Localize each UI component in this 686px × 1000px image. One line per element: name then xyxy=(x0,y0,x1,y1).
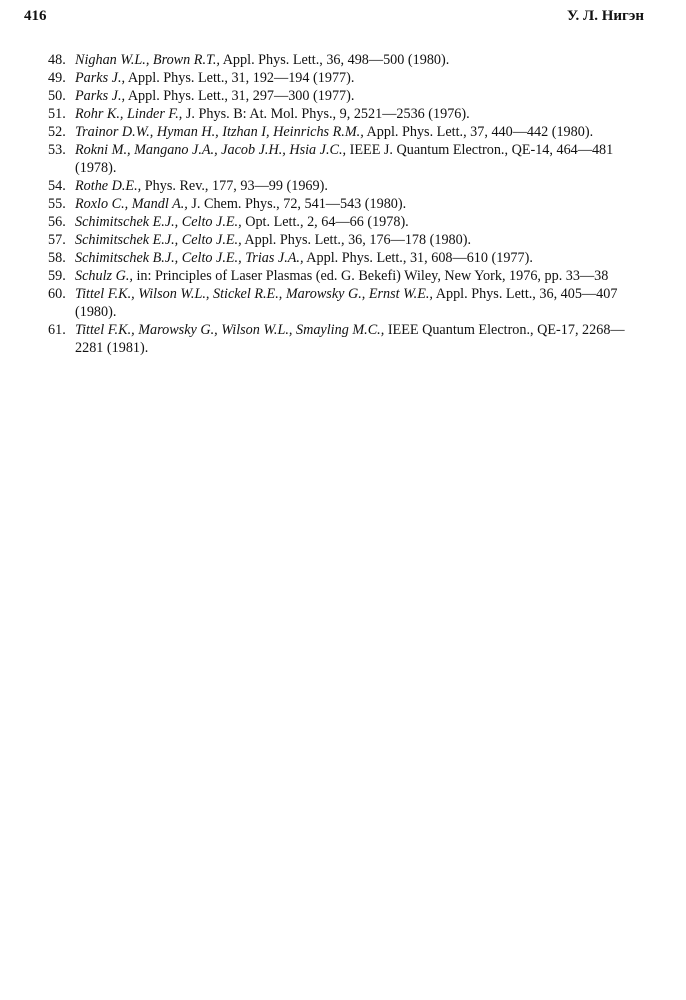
reference-number: 56. xyxy=(48,214,66,230)
reference-citation: IEEE Quantum Electron., QE-17, 2268—2281 (1981). xyxy=(75,322,625,356)
reference-item xyxy=(48,267,638,285)
reference-authors: Schimitschek E.J., Celto J.E., xyxy=(75,214,242,230)
reference-item xyxy=(48,231,638,249)
reference-citation: IEEE J. Quantum Electron., QE-14, 464—481 (1978). xyxy=(75,142,614,176)
reference-number: 55. xyxy=(48,196,66,212)
reference-item xyxy=(48,285,638,321)
reference-item xyxy=(48,69,638,87)
reference-citation: Appl. Phys. Lett., 31, 297—300 (1977). xyxy=(127,88,355,104)
reference-citation: Appl. Phys. Lett., 36, 405—407 (1980). xyxy=(75,286,618,320)
reference-citation: Opt. Lett., 2, 64—66 (1978). xyxy=(245,214,409,230)
reference-authors: Rohr K., Linder F., xyxy=(75,106,183,122)
reference-item xyxy=(48,177,638,195)
reference-number: 61. xyxy=(48,322,66,338)
reference-number: 51. xyxy=(48,106,66,122)
reference-authors: Schulz G., xyxy=(75,268,133,284)
reference-number: 48. xyxy=(48,52,66,68)
reference-text xyxy=(75,195,638,213)
reference-authors: Roxlo C., Mandl A., xyxy=(75,196,188,212)
reference-number: 57. xyxy=(48,232,66,248)
reference-number: 58. xyxy=(48,250,66,266)
reference-authors: Parks J., xyxy=(75,88,126,104)
reference-number: 50. xyxy=(48,88,66,104)
reference-item xyxy=(48,195,638,213)
reference-item xyxy=(48,141,638,177)
reference-item xyxy=(48,87,638,105)
reference-text xyxy=(75,267,638,285)
reference-text xyxy=(75,177,638,195)
reference-authors: Schimitschek E.J., Celto J.E., xyxy=(75,232,242,248)
reference-list xyxy=(48,51,638,357)
reference-number: 49. xyxy=(48,70,66,86)
reference-authors: Rokni M., Mangano J.A., Jacob J.H., Hsia J.C., xyxy=(75,142,347,158)
page-number: 416 xyxy=(24,7,47,24)
reference-number: 52. xyxy=(48,124,66,140)
reference-authors: Trainor D.W., Hyman H., Itzhan I, Heinrichs R.M., xyxy=(75,124,364,140)
reference-citation: Appl. Phys. Lett., 36, 176—178 (1980). xyxy=(244,232,472,248)
reference-citation: Appl. Phys. Lett., 37, 440—442 (1980). xyxy=(366,124,594,140)
page-header xyxy=(24,4,644,28)
reference-citation: Phys. Rev., 177, 93—99 (1969). xyxy=(144,178,328,194)
reference-authors: Tittel F.K., Wilson W.L., Stickel R.E., Marowsky G., Ernst W.E., xyxy=(75,286,433,302)
reference-citation: in: Principles of Laser Plasmas (ed. G. Bekefi) Wiley, New York, 1976, pp. 33—38 xyxy=(136,268,609,284)
reference-item xyxy=(48,51,638,69)
reference-authors: Parks J., xyxy=(75,70,126,86)
reference-citation: Appl. Phys. Lett., 31, 608—610 (1977). xyxy=(306,250,533,266)
reference-text xyxy=(75,123,638,141)
reference-text xyxy=(75,141,638,177)
reference-item xyxy=(48,105,638,123)
reference-text xyxy=(75,285,638,321)
reference-number: 53. xyxy=(48,142,66,158)
reference-item xyxy=(48,321,638,357)
reference-authors: Nighan W.L., Brown R.T., xyxy=(75,52,220,68)
reference-number: 54. xyxy=(48,178,66,194)
reference-text xyxy=(75,321,638,357)
reference-citation: J. Phys. B: At. Mol. Phys., 9, 2521—2536 (1976). xyxy=(185,106,470,122)
reference-number: 60. xyxy=(48,286,66,302)
reference-item xyxy=(48,123,638,141)
reference-text xyxy=(75,69,638,87)
reference-citation: Appl. Phys. Lett., 31, 192—194 (1977). xyxy=(127,70,355,86)
reference-item xyxy=(48,249,638,267)
reference-citation: J. Chem. Phys., 72, 541—543 (1980). xyxy=(191,196,407,212)
reference-authors: Rothe D.E., xyxy=(75,178,142,194)
reference-text xyxy=(75,105,638,123)
running-title: У. Л. Нигэн xyxy=(567,7,644,24)
reference-authors: Tittel F.K., Marowsky G., Wilson W.L., Smayling M.C., xyxy=(75,322,385,338)
reference-text xyxy=(75,51,638,69)
reference-number: 59. xyxy=(48,268,66,284)
reference-authors: Schimitschek B.J., Celto J.E., Trias J.A., xyxy=(75,250,304,266)
reference-item xyxy=(48,213,638,231)
reference-citation: Appl. Phys. Lett., 36, 498—500 (1980). xyxy=(222,52,450,68)
reference-text xyxy=(75,87,638,105)
reference-text xyxy=(75,231,638,249)
reference-text xyxy=(75,213,638,231)
reference-text xyxy=(75,249,638,267)
